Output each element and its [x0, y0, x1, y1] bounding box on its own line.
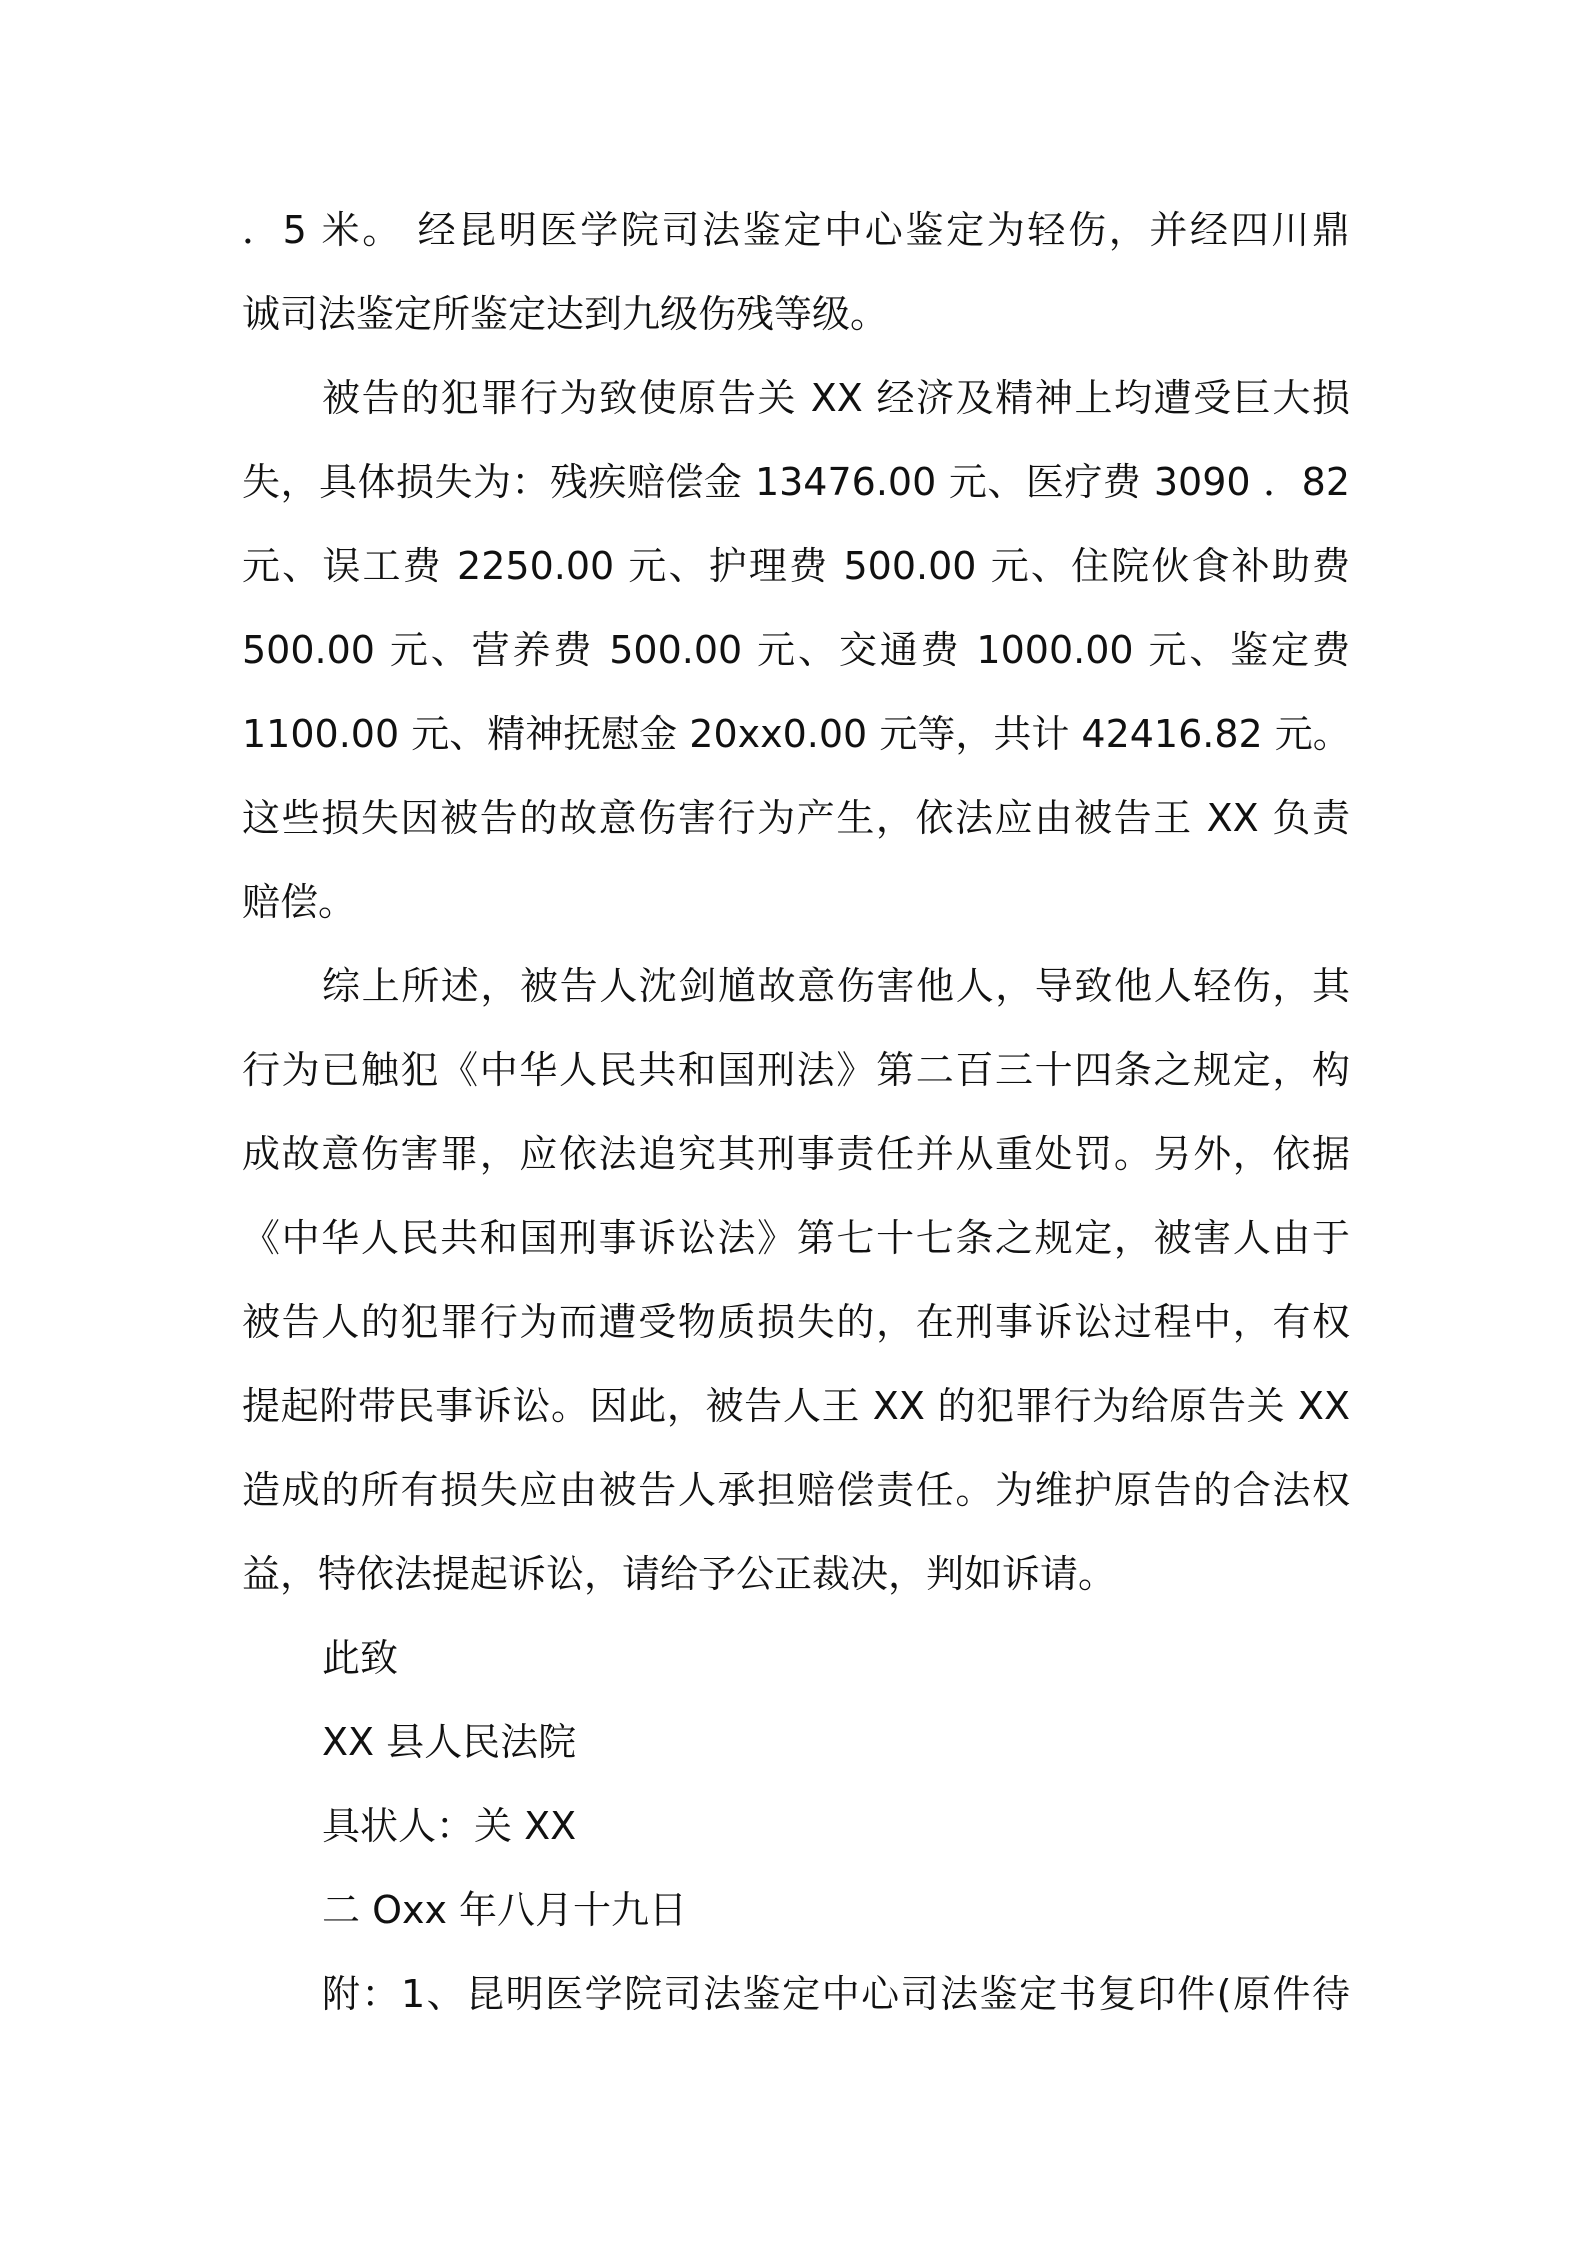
text-line-9: 赔偿。	[242, 880, 357, 924]
text-line-17: 益，特依法提起诉讼，请给予公正裁决，判如诉请。	[242, 1552, 1117, 1596]
text-line-11: 行为已触犯《中华人民共和国刑法》第二百三十四条之规定，构	[242, 1048, 1350, 1092]
text-line-4: 失，具体损失为：残疾赔偿金 13476.00 元、医疗费 3090 ．82	[242, 460, 1350, 504]
text-line-6: 500.00 元、营养费 500.00 元、交通费 1000.00 元、鉴定费	[242, 628, 1350, 672]
text-line-2: 诚司法鉴定所鉴定达到九级伤残等级。	[242, 292, 889, 336]
text-line-14: 被告人的犯罪行为而遭受物质损失的，在刑事诉讼过程中，有权	[242, 1300, 1350, 1344]
text-line-7: 1100.00 元、精神抚慰金 20xx0.00 元等，共计 42416.82 元。	[242, 712, 1351, 756]
text-line-13: 《中华人民共和国刑事诉讼法》第七十七条之规定，被害人由于	[242, 1216, 1350, 1260]
text-line-16: 造成的所有损失应由被告人承担赔偿责任。为维护原告的合法权	[242, 1468, 1350, 1512]
plaintiff-signature: 具状人：关 XX	[322, 1804, 577, 1848]
text-line-10: 综上所述，被告人沈剑馗故意伤害他人，导致他人轻伤，其	[322, 964, 1350, 1008]
text-line-15: 提起附带民事诉讼。因此，被告人王 XX 的犯罪行为给原告关 XX	[242, 1384, 1350, 1428]
text-line-5: 元、误工费 2250.00 元、护理费 500.00 元、住院伙食补助费	[242, 544, 1350, 588]
salutation: 此致	[322, 1636, 399, 1680]
recipient-court: XX 县人民法院	[322, 1720, 577, 1764]
text-line-3: 被告的犯罪行为致使原告关 XX 经济及精神上均遭受巨大损	[322, 376, 1350, 420]
text-line-8: 这些损失因被告的故意伤害行为产生，依法应由被告王 XX 负责	[242, 796, 1350, 840]
text-line-1: ．5 米。 经昆明医学院司法鉴定中心鉴定为轻伤，并经四川鼎	[242, 208, 1350, 252]
text-line-12: 成故意伤害罪，应依法追究其刑事责任并从重处罚。另外，依据	[242, 1132, 1350, 1176]
attachment-line: 附：1、昆明医学院司法鉴定中心司法鉴定书复印件(原件待	[322, 1972, 1350, 2016]
document-date: 二 Oxx 年八月十九日	[322, 1888, 688, 1932]
